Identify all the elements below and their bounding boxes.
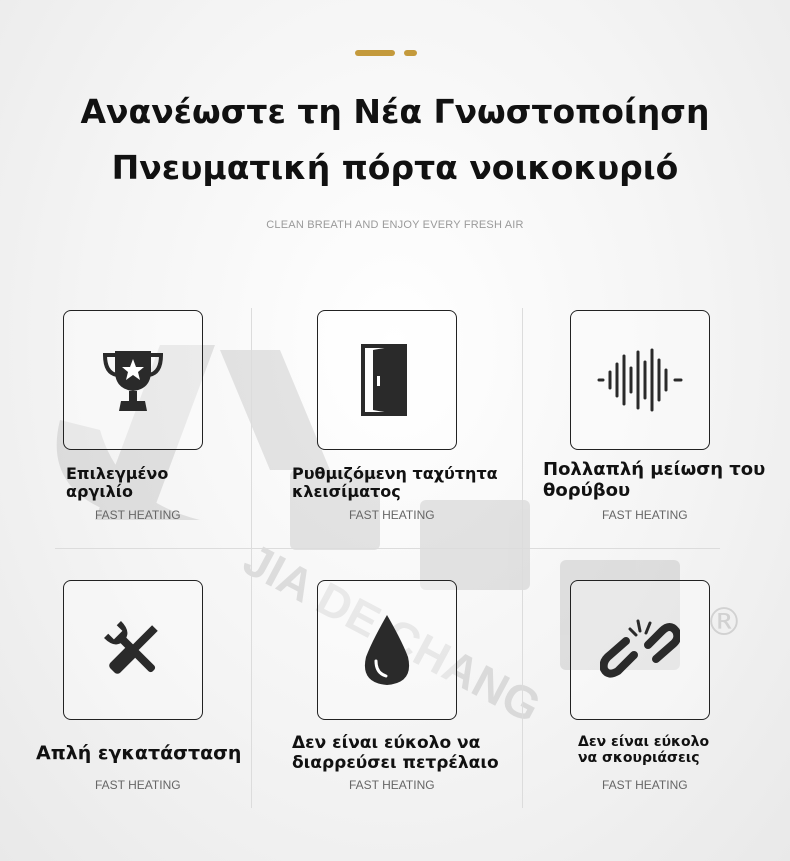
wrench-screwdriver-icon xyxy=(100,617,166,683)
sound-wave-icon xyxy=(597,348,683,412)
feature-card-sound xyxy=(570,310,710,450)
feature-label-3: Πολλαπλή μείωση του θορύβου xyxy=(543,459,766,501)
divider-vertical-2 xyxy=(522,308,523,808)
watermark-brand-text: JIA DE CHANG xyxy=(235,532,550,733)
feature-card-oil xyxy=(317,580,457,720)
feature-label-6: Δεν είναι εύκολο να σκουριάσεις xyxy=(578,734,710,767)
divider-horizontal xyxy=(55,548,720,549)
feature-label-4: Απλή εγκατάσταση xyxy=(36,742,242,764)
trophy-icon xyxy=(101,345,165,415)
broken-chain-icon xyxy=(600,615,680,685)
door-icon xyxy=(361,342,413,418)
feature-card-trophy xyxy=(63,310,203,450)
oil-drop-icon xyxy=(362,613,412,687)
feature-sub-3: FAST HEATING xyxy=(602,508,688,522)
divider-vertical-1 xyxy=(251,308,252,808)
decor-bar-long xyxy=(355,50,395,56)
decor-bar-short xyxy=(404,50,417,56)
feature-label-5: Δεν είναι εύκολο να διαρρεύσει πετρέλαιο xyxy=(292,733,499,773)
feature-card-chain xyxy=(570,580,710,720)
feature-label-2: Ρυθμιζόμενη ταχύτητα κλεισίματος xyxy=(292,464,498,502)
feature-sub-2: FAST HEATING xyxy=(349,508,435,522)
feature-sub-5: FAST HEATING xyxy=(349,778,435,792)
feature-card-door xyxy=(317,310,457,450)
feature-sub-6: FAST HEATING xyxy=(602,778,688,792)
feature-label-1: Επιλεγμένο αργιλίο xyxy=(66,464,169,502)
page-title-line2: Πνευματική πόρτα νοικοκυριό xyxy=(111,148,679,187)
feature-card-tools xyxy=(63,580,203,720)
watermark-registered-mark: ® xyxy=(705,600,743,644)
page-title-line1: Ανανέωστε τη Νέα Γνωστοποίηση xyxy=(80,92,710,131)
page-subtitle: CLEAN BREATH AND ENJOY EVERY FRESH AIR xyxy=(266,219,524,231)
feature-sub-4: FAST HEATING xyxy=(95,778,181,792)
feature-sub-1: FAST HEATING xyxy=(95,508,181,522)
